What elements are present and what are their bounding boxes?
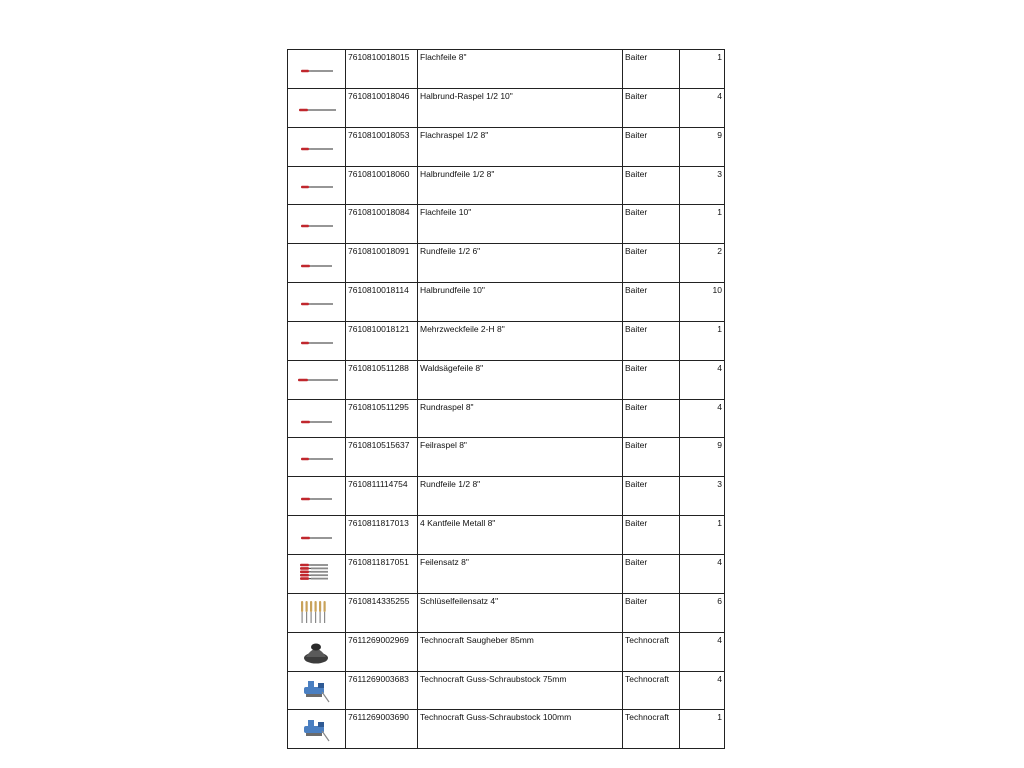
brand-cell: Technocraft bbox=[623, 710, 680, 749]
brand-cell: Baiter bbox=[623, 438, 680, 477]
quantity-cell: 9 bbox=[680, 438, 725, 477]
product-image-cell bbox=[288, 127, 346, 166]
round-file-icon bbox=[296, 481, 338, 511]
product-image-cell bbox=[288, 399, 346, 438]
ean-cell: 7610810018046 bbox=[346, 88, 418, 127]
ean-cell: 7610810018015 bbox=[346, 50, 418, 89]
product-image-cell bbox=[288, 166, 346, 205]
half-round-file-icon bbox=[296, 287, 338, 317]
brand-cell: Baiter bbox=[623, 593, 680, 632]
needle-file-set-icon bbox=[296, 598, 338, 628]
brand-cell: Baiter bbox=[623, 244, 680, 283]
product-name-cell: Mehrzweckfeile 2-H 8" bbox=[418, 321, 623, 360]
ean-cell: 7610810515637 bbox=[346, 438, 418, 477]
table-row bbox=[288, 438, 725, 477]
table-row bbox=[288, 50, 725, 89]
file-set-icon bbox=[296, 559, 338, 589]
table-row bbox=[288, 166, 725, 205]
ean-cell: 7610811817051 bbox=[346, 554, 418, 593]
saw-file-icon bbox=[296, 365, 338, 395]
table-row bbox=[288, 321, 725, 360]
inventory-table bbox=[287, 49, 725, 749]
quantity-cell: 1 bbox=[680, 516, 725, 555]
quantity-cell: 4 bbox=[680, 360, 725, 399]
product-name-cell: Technocraft Guss-Schraubstock 100mm bbox=[418, 710, 623, 749]
ean-cell: 7610814335255 bbox=[346, 593, 418, 632]
product-image-cell bbox=[288, 710, 346, 749]
ean-cell: 7611269003690 bbox=[346, 710, 418, 749]
flat-file-icon bbox=[296, 54, 338, 84]
quantity-cell: 1 bbox=[680, 321, 725, 360]
bench-vise-icon bbox=[296, 675, 338, 705]
product-image-cell bbox=[288, 438, 346, 477]
quantity-cell: 4 bbox=[680, 554, 725, 593]
ean-cell: 7610810018060 bbox=[346, 166, 418, 205]
ean-cell: 7610810018091 bbox=[346, 244, 418, 283]
brand-cell: Baiter bbox=[623, 477, 680, 516]
table-row bbox=[288, 554, 725, 593]
multi-purpose-file-icon bbox=[296, 326, 338, 356]
product-name-cell: Halbrundfeile 10" bbox=[418, 283, 623, 322]
quantity-cell: 10 bbox=[680, 283, 725, 322]
table-row bbox=[288, 671, 725, 710]
product-name-cell: Halbrund-Raspel 1/2 10" bbox=[418, 88, 623, 127]
product-image-cell bbox=[288, 593, 346, 632]
table-row bbox=[288, 205, 725, 244]
brand-cell: Baiter bbox=[623, 205, 680, 244]
brand-cell: Technocraft bbox=[623, 671, 680, 710]
brand-cell: Baiter bbox=[623, 88, 680, 127]
quantity-cell: 2 bbox=[680, 244, 725, 283]
brand-cell: Baiter bbox=[623, 283, 680, 322]
ean-cell: 7610811114754 bbox=[346, 477, 418, 516]
product-name-cell: Flachfeile 8" bbox=[418, 50, 623, 89]
table-row bbox=[288, 593, 725, 632]
file-rasp-icon bbox=[296, 442, 338, 472]
product-image-cell bbox=[288, 321, 346, 360]
quantity-cell: 9 bbox=[680, 127, 725, 166]
ean-cell: 7610810511288 bbox=[346, 360, 418, 399]
brand-cell: Baiter bbox=[623, 554, 680, 593]
square-file-icon bbox=[296, 520, 338, 550]
product-image-cell bbox=[288, 50, 346, 89]
brand-cell: Baiter bbox=[623, 166, 680, 205]
quantity-cell: 4 bbox=[680, 399, 725, 438]
product-name-cell: Rundfeile 1/2 8" bbox=[418, 477, 623, 516]
quantity-cell: 3 bbox=[680, 477, 725, 516]
brand-cell: Technocraft bbox=[623, 632, 680, 671]
product-image-cell bbox=[288, 88, 346, 127]
product-name-cell: 4 Kantfeile Metall 8" bbox=[418, 516, 623, 555]
brand-cell: Baiter bbox=[623, 516, 680, 555]
product-name-cell: Rundraspel 8" bbox=[418, 399, 623, 438]
quantity-cell: 1 bbox=[680, 710, 725, 749]
table-row bbox=[288, 632, 725, 671]
table-row bbox=[288, 360, 725, 399]
round-file-icon bbox=[296, 248, 338, 278]
quantity-cell: 3 bbox=[680, 166, 725, 205]
table-row bbox=[288, 88, 725, 127]
product-image-cell bbox=[288, 283, 346, 322]
product-name-cell: Technocraft Saugheber 85mm bbox=[418, 632, 623, 671]
brand-cell: Baiter bbox=[623, 399, 680, 438]
product-image-cell bbox=[288, 205, 346, 244]
product-image-cell bbox=[288, 477, 346, 516]
ean-cell: 7610810018053 bbox=[346, 127, 418, 166]
brand-cell: Baiter bbox=[623, 50, 680, 89]
table-row bbox=[288, 516, 725, 555]
product-name-cell: Flachfeile 10" bbox=[418, 205, 623, 244]
product-name-cell: Halbrundfeile 1/2 8" bbox=[418, 166, 623, 205]
product-name-cell: Flachraspel 1/2 8" bbox=[418, 127, 623, 166]
ean-cell: 7611269003683 bbox=[346, 671, 418, 710]
table-row bbox=[288, 244, 725, 283]
table-row bbox=[288, 127, 725, 166]
product-image-cell bbox=[288, 554, 346, 593]
brand-cell: Baiter bbox=[623, 321, 680, 360]
brand-cell: Baiter bbox=[623, 127, 680, 166]
ean-cell: 7610810018084 bbox=[346, 205, 418, 244]
product-image-cell bbox=[288, 244, 346, 283]
table-row bbox=[288, 283, 725, 322]
round-rasp-icon bbox=[296, 404, 338, 434]
product-image-cell bbox=[288, 516, 346, 555]
table-row bbox=[288, 399, 725, 438]
half-round-file-icon bbox=[296, 170, 338, 200]
product-name-cell: Technocraft Guss-Schraubstock 75mm bbox=[418, 671, 623, 710]
quantity-cell: 1 bbox=[680, 205, 725, 244]
product-name-cell: Feilraspel 8" bbox=[418, 438, 623, 477]
ean-cell: 7610810511295 bbox=[346, 399, 418, 438]
product-image-cell bbox=[288, 671, 346, 710]
brand-cell: Baiter bbox=[623, 360, 680, 399]
ean-cell: 7610810018114 bbox=[346, 283, 418, 322]
product-image-cell bbox=[288, 632, 346, 671]
inventory-rows bbox=[288, 50, 725, 749]
table-row bbox=[288, 477, 725, 516]
quantity-cell: 4 bbox=[680, 88, 725, 127]
product-name-cell: Schlüselfeilensatz 4" bbox=[418, 593, 623, 632]
ean-cell: 7611269002969 bbox=[346, 632, 418, 671]
product-name-cell: Feilensatz 8" bbox=[418, 554, 623, 593]
product-name-cell: Rundfeile 1/2 6" bbox=[418, 244, 623, 283]
suction-lifter-icon bbox=[296, 637, 338, 667]
half-round-rasp-icon bbox=[296, 93, 338, 123]
flat-rasp-icon bbox=[296, 132, 338, 162]
product-name-cell: Waldsägefeile 8" bbox=[418, 360, 623, 399]
quantity-cell: 4 bbox=[680, 671, 725, 710]
table-row bbox=[288, 710, 725, 749]
bench-vise-icon bbox=[296, 714, 338, 744]
flat-file-icon bbox=[296, 209, 338, 239]
ean-cell: 7610810018121 bbox=[346, 321, 418, 360]
quantity-cell: 1 bbox=[680, 50, 725, 89]
quantity-cell: 6 bbox=[680, 593, 725, 632]
ean-cell: 7610811817013 bbox=[346, 516, 418, 555]
quantity-cell: 4 bbox=[680, 632, 725, 671]
product-image-cell bbox=[288, 360, 346, 399]
